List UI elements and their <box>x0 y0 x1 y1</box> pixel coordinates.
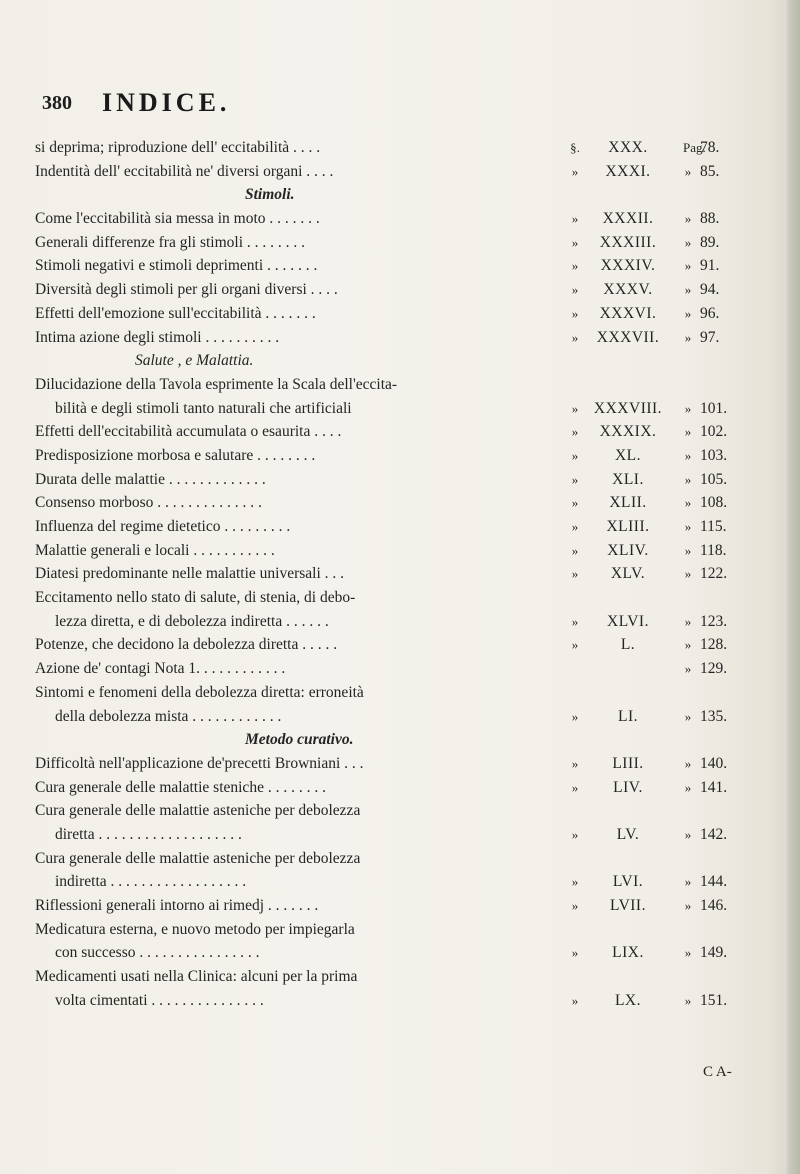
toc-entry <box>35 326 795 350</box>
entry-title: Difficoltà nell'applicazione de'precetti Browniani . . . <box>35 754 364 772</box>
chapter-number: XXXVII. <box>596 328 660 346</box>
toc-entry <box>35 254 795 278</box>
page-reference: 140. <box>700 754 728 772</box>
section-mark: » <box>571 708 579 724</box>
toc-entry <box>35 965 795 989</box>
page-reference: 103. <box>700 446 728 464</box>
toc-entry <box>35 799 795 823</box>
toc-entry <box>35 870 795 894</box>
entry-title: Medicamenti usati nella Clinica: alcuni per la prima <box>35 968 358 986</box>
toc-section <box>35 349 795 373</box>
entry-title: Cura generale delle malattie asteniche per debolezza <box>35 849 361 867</box>
page-reference: 141. <box>700 778 728 796</box>
chapter-number: XLIII. <box>606 518 650 535</box>
page-reference: 88. <box>700 210 720 228</box>
toc-entry <box>35 918 795 942</box>
page-mark: » <box>684 471 692 487</box>
chapter-number: XLVI. <box>607 612 649 630</box>
page-mark: » <box>684 755 692 771</box>
page-reference: 122. <box>700 565 728 583</box>
chapter-number: XXXI. <box>605 162 651 180</box>
toc-entry <box>35 468 795 492</box>
toc-entry <box>35 894 795 918</box>
entry-title: Influenza del regime dietetico . . . . . . . . . <box>35 518 291 535</box>
chapter-number: LVII. <box>610 897 646 914</box>
page-reference: 129. <box>700 660 728 678</box>
entry-title: della debolezza mista . . . . . . . . . . . . <box>55 707 282 725</box>
entry-title: Effetti dell'emozione sull'eccitabilità . . . . . . . <box>35 304 316 322</box>
page-reference: 142. <box>700 825 728 843</box>
page-mark: » <box>684 637 692 653</box>
page-reference: 123. <box>700 612 728 630</box>
page-mark: » <box>684 282 692 298</box>
page-number: 380 <box>42 92 72 114</box>
page-mark: » <box>684 992 692 1008</box>
entry-title: Medicatura esterna, e nuovo metodo per impiegarla <box>35 920 355 938</box>
page-reference: 144. <box>700 873 728 891</box>
page-mark: » <box>684 447 692 463</box>
section-mark: » <box>571 424 579 440</box>
section-mark: » <box>571 779 579 795</box>
toc-entry <box>35 989 795 1013</box>
page-mark: » <box>684 779 692 795</box>
section-mark: » <box>571 305 579 321</box>
section-mark: » <box>571 163 579 179</box>
section-mark: » <box>571 755 579 771</box>
section-mark: » <box>571 542 579 558</box>
toc-entry <box>35 160 795 184</box>
page-reference: 97. <box>700 328 720 346</box>
section-mark: » <box>571 234 579 250</box>
chapter-number: XXXIV. <box>600 257 656 275</box>
page-mark: » <box>684 163 692 179</box>
section-mark: » <box>571 945 579 961</box>
entry-title: Indentità dell' eccitabilità ne' diversi organi . . . . <box>35 162 334 180</box>
section-mark: » <box>571 282 579 298</box>
page-mark: » <box>684 305 692 321</box>
section-mark: » <box>571 471 579 487</box>
chapter-number: XL. <box>614 446 642 464</box>
entry-title: Cura generale delle malattie asteniche per debolezza <box>35 802 361 820</box>
toc-entry <box>35 136 795 160</box>
page-mark: » <box>684 211 692 227</box>
toc-entry <box>35 610 795 634</box>
chapter-number: LIII. <box>612 754 644 772</box>
toc-entry <box>35 941 795 965</box>
page-reference: 91. <box>700 257 720 275</box>
entry-title: Predisposizione morbosa e salutare . . . . . . . . <box>35 446 316 464</box>
page-reference: 102. <box>700 423 728 441</box>
page-mark: » <box>684 945 692 961</box>
toc-entry <box>35 397 795 421</box>
entry-title: Cura generale delle malattie steniche . . . . . . . . <box>35 778 326 796</box>
section-mark: » <box>571 211 579 227</box>
chapter-number: LI. <box>617 707 638 725</box>
entry-title: Azione de' contagi Nota 1. . . . . . . . . . . . <box>35 660 286 678</box>
toc-entry <box>35 231 795 255</box>
entry-title: Riflessioni generali intorno ai rimedj . . . . . . . <box>35 897 319 914</box>
table-of-contents <box>35 136 795 1012</box>
page-reference: 149. <box>700 944 728 962</box>
page-footer <box>0 1052 760 1080</box>
chapter-number: XXXII. <box>602 210 654 228</box>
page-reference: 135. <box>700 707 728 725</box>
page-reference: 146. <box>700 897 728 914</box>
entry-title: Stimoli negativi e stimoli deprimenti . . . . . . . <box>35 257 318 275</box>
section-mark: » <box>571 329 579 345</box>
entry-title: Potenze, che decidono la debolezza diretta . . . . . <box>35 636 338 654</box>
page-mark: » <box>684 566 692 582</box>
section-mark: » <box>571 637 579 653</box>
section-mark: » <box>571 566 579 582</box>
page-reference: 78. <box>700 139 720 156</box>
toc-entry <box>35 491 795 515</box>
section-mark: » <box>571 258 579 274</box>
chapter-number: XXX. <box>608 139 648 156</box>
page-mark: » <box>684 495 692 511</box>
toc-entry <box>35 586 795 610</box>
chapter-number: LVI. <box>612 873 644 891</box>
chapter-number: XLII. <box>609 494 647 512</box>
entry-title: lezza diretta, e di debolezza indiretta . . . . . . <box>55 612 329 630</box>
page-mark: » <box>684 424 692 440</box>
entry-title: indiretta . . . . . . . . . . . . . . . . . . <box>55 873 247 891</box>
page-mark: Pag. <box>683 140 706 155</box>
chapter-number: LX. <box>614 991 642 1009</box>
section-mark: » <box>571 874 579 890</box>
entry-title: Intima azione degli stimoli . . . . . . . . . . <box>35 328 280 346</box>
page-mark: » <box>684 613 692 629</box>
running-title: INDICE. <box>102 88 231 117</box>
entry-title: Salute , e Malattia. <box>135 352 254 370</box>
page-mark: » <box>684 826 692 842</box>
chapter-number: L. <box>620 636 636 654</box>
page-mark: » <box>684 519 692 534</box>
entry-title: si deprima; riproduzione dell' eccitabilità . . . . <box>35 139 321 156</box>
section-mark: » <box>571 519 579 534</box>
catchword: C A- <box>703 1064 732 1080</box>
chapter-number: XXXIII. <box>599 233 657 251</box>
page-reference: 105. <box>700 470 728 488</box>
chapter-number: LV. <box>616 825 640 843</box>
section-mark: » <box>571 992 579 1008</box>
page-mark: » <box>684 898 692 913</box>
page-reference: 101. <box>700 399 728 417</box>
page-mark: » <box>684 258 692 274</box>
page-reference: 94. <box>700 281 720 299</box>
page-reference: 85. <box>700 162 720 180</box>
toc-entry <box>35 562 795 586</box>
section-mark: » <box>571 447 579 463</box>
entry-title: bilità e degli stimoli tanto naturali che artificiali <box>55 399 352 417</box>
entry-title: Malattie generali e locali . . . . . . . . . . . <box>35 541 275 559</box>
page-reference: 115. <box>700 518 727 535</box>
section-mark: » <box>571 400 579 416</box>
toc-heading <box>35 183 795 207</box>
entry-title: Eccitamento nello stato di salute, di stenia, di debo- <box>35 589 356 607</box>
page-mark: » <box>684 329 692 345</box>
page-reference: 151. <box>700 991 728 1009</box>
section-mark: §. <box>570 140 580 155</box>
entry-title: Effetti dell'eccitabilità accumulata o esaurita . . . . <box>35 423 342 441</box>
entry-title: volta cimentati . . . . . . . . . . . . . . . <box>55 991 264 1009</box>
page-reference: 108. <box>700 494 728 512</box>
chapter-number: LIX. <box>612 944 644 962</box>
toc-entry <box>35 657 795 681</box>
chapter-number: LIV. <box>613 778 643 796</box>
page-mark: » <box>684 874 692 890</box>
chapter-number: XXXVI. <box>599 304 657 322</box>
page-reference: 118. <box>700 541 727 559</box>
toc-entry <box>35 373 795 397</box>
chapter-number: XXXVIII. <box>593 399 663 417</box>
toc-entry <box>35 705 795 729</box>
page-mark: » <box>684 708 692 724</box>
toc-entry <box>35 420 795 444</box>
entry-title: Sintomi e fenomeni della debolezza diretta: erroneità <box>35 683 364 701</box>
page-mark: » <box>684 234 692 250</box>
page-reference: 128. <box>700 636 728 654</box>
toc-entry <box>35 539 795 563</box>
entry-title: Come l'eccitabilità sia messa in moto . . . . . . . <box>35 210 320 228</box>
toc-entry <box>35 278 795 302</box>
toc-entry <box>35 823 795 847</box>
chapter-number: XXXV. <box>603 281 653 299</box>
toc-entry <box>35 681 795 705</box>
entry-title: Diversità degli stimoli per gli organi diversi . . . . <box>35 281 338 299</box>
section-mark: » <box>571 495 579 511</box>
entry-title: Metodo curativo. <box>245 731 354 749</box>
page-header <box>42 88 582 132</box>
entry-title: Diatesi predominante nelle malattie universali . . . <box>35 565 345 583</box>
entry-title: Durata delle malattie . . . . . . . . . . . . . <box>35 470 266 488</box>
toc-entry <box>35 207 795 231</box>
section-mark: » <box>571 613 579 629</box>
entry-title: Stimoli. <box>245 186 295 204</box>
toc-entry <box>35 633 795 657</box>
entry-title: Generali differenze fra gli stimoli . . . . . . . . <box>35 233 306 251</box>
chapter-number: XLIV. <box>607 541 649 559</box>
toc-entry <box>35 444 795 468</box>
toc-entry <box>35 847 795 871</box>
section-mark: » <box>571 826 579 842</box>
section-mark: » <box>571 898 579 913</box>
page-mark: » <box>684 542 692 558</box>
entry-title: diretta . . . . . . . . . . . . . . . . . . . <box>55 825 242 843</box>
toc-entry <box>35 776 795 800</box>
chapter-number: XLV. <box>610 565 646 583</box>
toc-entry <box>35 515 795 539</box>
page-reference: 96. <box>700 304 720 322</box>
chapter-number: XLI. <box>612 470 644 488</box>
entry-title: Dilucidazione della Tavola esprimente la Scala dell'eccita- <box>35 375 398 393</box>
entry-title: Consenso morboso . . . . . . . . . . . . . . <box>35 494 262 512</box>
page-mark: » <box>684 661 692 677</box>
toc-heading <box>35 728 795 752</box>
page-mark: » <box>684 400 692 416</box>
toc-entry <box>35 752 795 776</box>
entry-title: con successo . . . . . . . . . . . . . . . . <box>55 944 260 962</box>
chapter-number: XXXIX. <box>599 423 657 441</box>
page-reference: 89. <box>700 233 720 251</box>
toc-entry <box>35 302 795 326</box>
